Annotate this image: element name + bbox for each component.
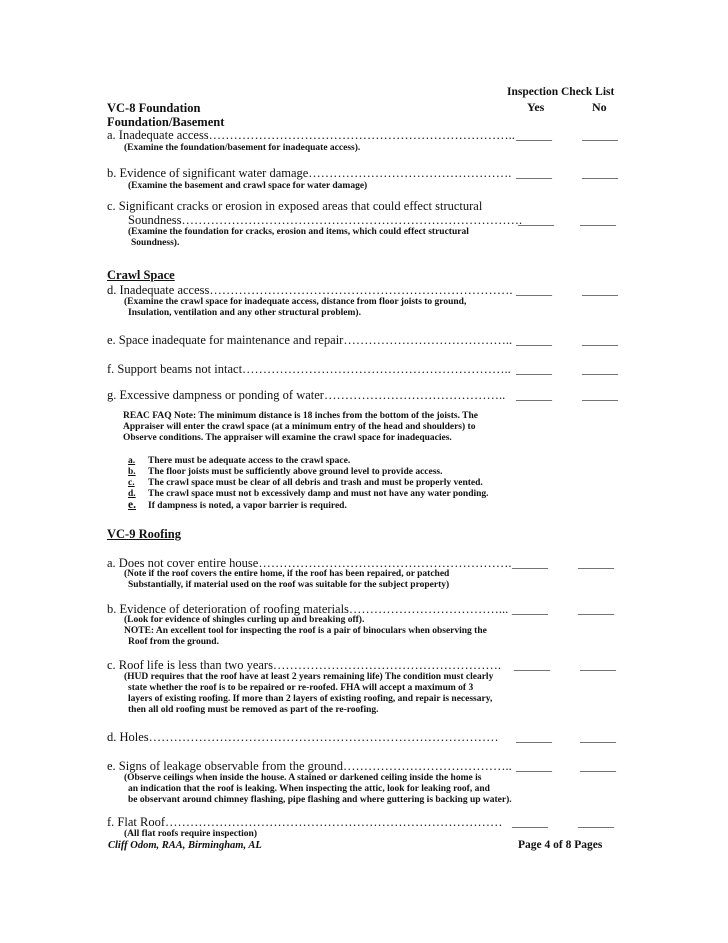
footer-author: Cliff Odom, RAA, Birmingham, AL — [108, 840, 262, 851]
yes-blank[interactable]: ______ — [512, 556, 548, 570]
faq-note-line: Observe conditions. The appraiser will examine the crawl space for inadequacies. — [123, 433, 452, 443]
no-blank[interactable]: ______ — [580, 213, 616, 227]
item-vc8-c-cont: Soundness………………………………………………………………………. — [128, 213, 523, 227]
note-vc8-c-cont: Soundness). — [131, 238, 180, 248]
item-vc9-a: a. Does not cover entire house……………………………………………………. — [107, 556, 512, 570]
no-blank[interactable]: ______ — [582, 166, 618, 180]
note-vc8-a: (Examine the foundation/basement for inadequate access). — [124, 143, 361, 153]
page-number: Page 4 of 8 Pages — [518, 839, 603, 851]
section-title-crawl-space: Crawl Space — [107, 268, 175, 282]
item-vc8-a: a. Inadequate access……………………………………………………………….. — [107, 128, 515, 142]
item-crawl-g: g. Excessive dampness or ponding of water…………………………………….. — [107, 388, 506, 402]
faq-note-line: Appraiser will enter the crawl space (at a minimum entry of the head and shoulders) to — [123, 422, 476, 432]
item-vc9-d: d. Holes………………………………………………………………………… — [107, 730, 499, 744]
note-vc8-c: (Examine the foundation for cracks, erosion and items, which could effect structural — [128, 227, 469, 237]
note-vc9-a-cont: Substantially, if material used on the roof was suitable for the subject property) — [128, 580, 450, 590]
yes-blank[interactable]: ______ — [516, 333, 552, 347]
sublist-item: a. There must be adequate access to the crawl space. — [128, 456, 351, 466]
yes-blank[interactable]: ______ — [516, 759, 552, 773]
note-vc9-a: (Note if the roof covers the entire home, if the roof has been repaired, or patched — [124, 569, 450, 579]
yes-blank[interactable]: ______ — [512, 815, 548, 829]
yes-column-label: Yes — [527, 100, 545, 114]
no-blank[interactable]: ______ — [582, 283, 618, 297]
no-blank[interactable]: ______ — [580, 658, 616, 672]
no-blank[interactable]: ______ — [578, 556, 614, 570]
no-blank[interactable]: ______ — [580, 759, 616, 773]
note-vc9-b-cont: NOTE: An excellent tool for inspecting the roof is a pair of binoculars when observing the — [124, 626, 487, 636]
item-vc8-b: b. Evidence of significant water damage…………………………………………. — [107, 166, 512, 180]
yes-blank[interactable]: ______ — [512, 602, 548, 616]
section-title-vc9: VC-9 Roofing — [107, 527, 181, 541]
yes-blank[interactable]: ______ — [516, 128, 552, 142]
sublist-item: b. The floor joists must be sufficiently above ground level to provide access. — [128, 467, 443, 477]
yes-blank[interactable]: ______ — [516, 388, 552, 402]
item-vc9-c: c. Roof life is less than two years………………………………………………. — [107, 658, 502, 672]
item-crawl-f: f. Support beams not intact……………………………………………………….. — [107, 362, 511, 376]
no-blank[interactable]: ______ — [578, 815, 614, 829]
note-vc9-e: (Observe ceilings when inside the house. A stained or darkened ceiling inside the home is — [124, 773, 482, 783]
no-blank[interactable]: ______ — [578, 602, 614, 616]
item-vc9-e: e. Signs of leakage observable from the ground………………………………….. — [107, 759, 512, 773]
item-crawl-d: d. Inadequate access………………………………………………………………. — [107, 283, 513, 297]
item-vc9-f: f. Flat Roof……………………………………………………………………… — [107, 815, 503, 829]
yes-blank[interactable]: ______ — [518, 213, 554, 227]
yes-blank[interactable]: ______ — [516, 166, 552, 180]
sublist-item: c. The crawl space must be clear of all debris and trash and must be properly vented. — [128, 478, 483, 488]
note-vc9-f: (All flat roofs require inspection) — [124, 829, 257, 839]
note-vc9-e-cont: an indication that the roof is leaking. When inspecting the attic, look for leaking roof, and — [128, 784, 490, 794]
sublist-item: e. If dampness is noted, a vapor barrier is required. — [128, 499, 347, 511]
no-blank[interactable]: ______ — [582, 128, 618, 142]
sublist-item: d. The crawl space must not b excessively damp and must not have any water ponding. — [128, 489, 489, 499]
item-vc9-b: b. Evidence of deterioration of roofing materials………………………………... — [107, 602, 509, 616]
no-blank[interactable]: ______ — [582, 333, 618, 347]
faq-note-line: REAC FAQ Note: The minimum distance is 18 inches from the bottom of the joists. The — [123, 411, 479, 421]
note-vc9-b-cont2: Roof from the ground. — [128, 637, 219, 647]
note-vc9-e-cont2: be observant around chimney flashing, pipe flashing and where guttering is backing up water). — [128, 795, 512, 805]
item-vc8-c: c. Significant cracks or erosion in exposed areas that could effect structural — [107, 199, 483, 213]
yes-blank[interactable]: ______ — [516, 362, 552, 376]
yes-blank[interactable]: ______ — [514, 658, 550, 672]
note-vc8-b: (Examine the basement and crawl space for water damage) — [128, 181, 368, 191]
section-title-vc8: VC-8 Foundation — [107, 101, 201, 115]
no-blank[interactable]: ______ — [582, 388, 618, 402]
note-vc9-c-cont3: then all old roofing must be removed as part of the re-roofing. — [128, 705, 379, 715]
section-subtitle-foundation: Foundation/Basement — [107, 115, 225, 129]
no-column-label: No — [592, 100, 607, 114]
note-vc9-c-cont: state whether the roof is to be repaired or re-roofed. FHA will accept a maximum of 3 — [128, 683, 474, 693]
note-crawl-d: (Examine the crawl space for inadequate access, distance from floor joists to ground, — [124, 297, 467, 307]
note-vc9-c: (HUD requires that the roof have at least 2 years remaining life) The condition must clearly — [124, 672, 494, 682]
no-blank[interactable]: ______ — [580, 730, 616, 744]
no-blank[interactable]: ______ — [582, 362, 618, 376]
checklist-title: Inspection Check List — [507, 86, 615, 98]
note-vc9-c-cont2: layers of existing roofing. If more than 2 layers of existing roofing, and repair is necessary, — [128, 694, 493, 704]
item-crawl-e: e. Space inadequate for maintenance and repair………………………………….. — [107, 333, 513, 347]
yes-blank[interactable]: ______ — [516, 283, 552, 297]
note-vc9-b: (Look for evidence of shingles curling up and breaking off). — [124, 615, 365, 625]
yes-blank[interactable]: ______ — [516, 730, 552, 744]
note-crawl-d-cont: Insulation, ventilation and any other structural problem). — [128, 308, 361, 318]
